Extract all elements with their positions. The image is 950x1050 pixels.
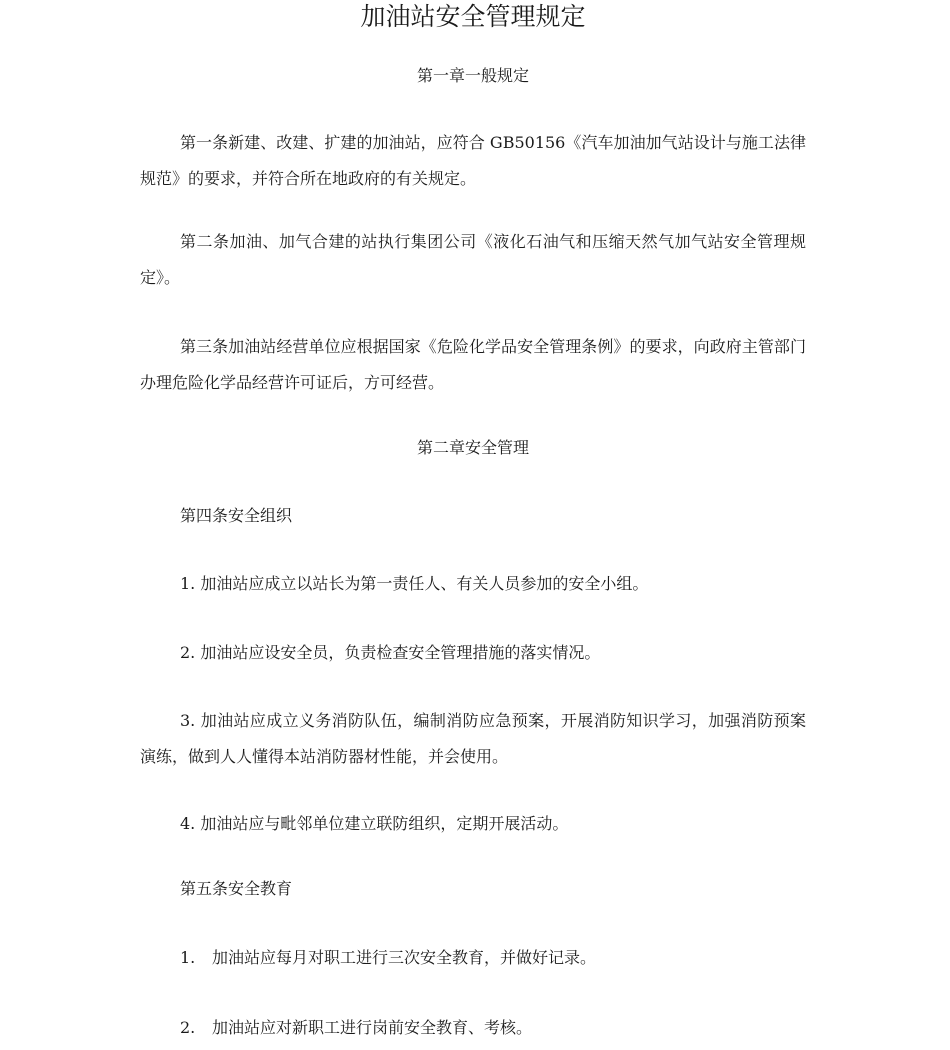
article-paragraph: 第一条新建、改建、扩建的加油站，应符合 GB50156《汽车加油加气站设计与施工法律规范》的要求，并符合所在地政府的有关规定。 <box>140 133 806 188</box>
section-heading: 第四条安全组织 <box>180 506 293 525</box>
chapter-heading: 第二章安全管理 <box>416 438 529 457</box>
list-item <box>140 806 806 842</box>
list-item-text: 加油站应成立义务消防队伍，编制消防应急预案，开展消防知识学习，加强消防预案演练，做到人人懂得本站消防器材性能，并会使用。 <box>140 711 806 766</box>
list-item <box>140 635 806 671</box>
list-item <box>140 703 806 775</box>
article-paragraph: 第三条加油站经营单位应根据国家《危险化学品安全管理条例》的要求，向政府主管部门办理危险化学品经营许可证后，方可经营。 <box>140 337 806 392</box>
list-item-number: 1. <box>180 948 196 967</box>
list-item-number: 3. <box>180 711 196 730</box>
list-item-number: 1. <box>180 574 196 593</box>
list-item-text: 加油站应对新职工进行岗前安全教育、考核。 <box>212 1018 533 1037</box>
list-item <box>140 940 806 976</box>
list-item-number: 2. <box>180 643 196 662</box>
list-item-text: 加油站应与毗邻单位建立联防组织，定期开展活动。 <box>200 814 569 833</box>
chapter-heading: 第一章一般规定 <box>416 66 529 85</box>
article-paragraph: 第二条加油、加气合建的站执行集团公司《液化石油气和压缩天然气加气站安全管理规定》。 <box>140 232 806 287</box>
list-item-number: 2. <box>180 1018 196 1037</box>
list-item-text: 加油站应每月对职工进行三次安全教育，并做好记录。 <box>212 948 597 967</box>
list-item-text: 加油站应设安全员，负责检查安全管理措施的落实情况。 <box>200 643 601 662</box>
list-item-text: 加油站应成立以站长为第一责任人、有关人员参加的安全小组。 <box>200 574 649 593</box>
list-item-number: 4. <box>180 814 196 833</box>
document-title: 加油站安全管理规定 <box>360 2 586 31</box>
section-heading: 第五条安全教育 <box>180 879 293 898</box>
list-item <box>140 1010 806 1046</box>
list-item <box>140 566 806 602</box>
